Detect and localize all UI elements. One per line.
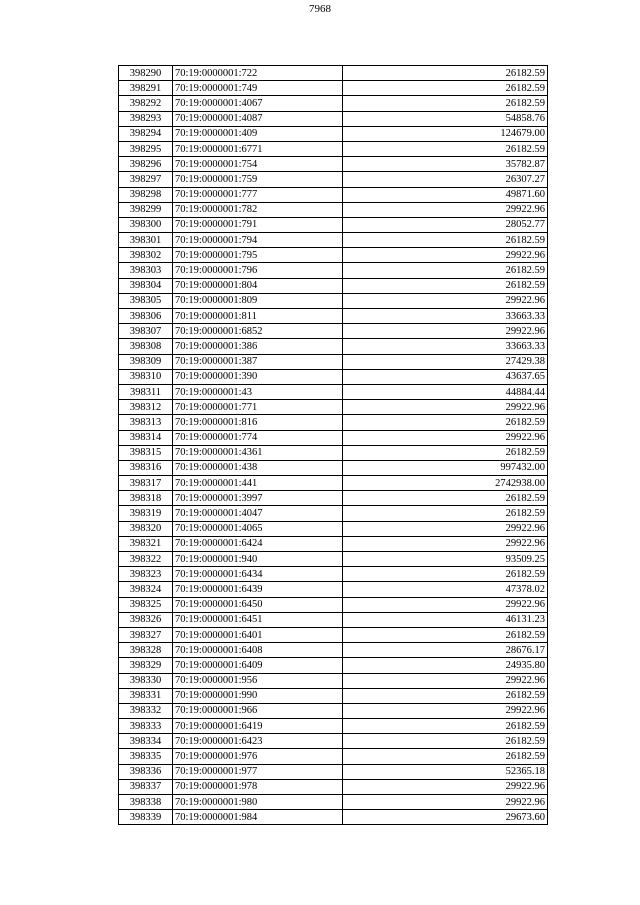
value-cell: 997432.00 (343, 460, 548, 475)
row-number-cell: 398294 (119, 126, 173, 141)
table-row (119, 612, 548, 627)
table-row (119, 703, 548, 718)
table-row (119, 157, 548, 172)
row-number-cell: 398301 (119, 233, 173, 248)
table-row (119, 445, 548, 460)
value-cell: 26182.59 (343, 415, 548, 430)
cadastral-number-cell: 70:19:0000001:43 (173, 384, 343, 399)
table-row (119, 141, 548, 156)
table-row (119, 597, 548, 612)
table-row (119, 415, 548, 430)
value-cell: 26182.59 (343, 749, 548, 764)
row-number-cell: 398306 (119, 309, 173, 324)
cadastral-number-cell: 70:19:0000001:6423 (173, 734, 343, 749)
row-number-cell: 398300 (119, 217, 173, 232)
cadastral-number-cell: 70:19:0000001:390 (173, 369, 343, 384)
table-row (119, 582, 548, 597)
table-row (119, 278, 548, 293)
value-cell: 33663.33 (343, 309, 548, 324)
row-number-cell: 398316 (119, 460, 173, 475)
value-cell: 35782.87 (343, 157, 548, 172)
cadastral-number-cell: 70:19:0000001:976 (173, 749, 343, 764)
table-row (119, 324, 548, 339)
value-cell: 26182.59 (343, 81, 548, 96)
cadastral-number-cell: 70:19:0000001:978 (173, 779, 343, 794)
value-cell: 24935.80 (343, 658, 548, 673)
cadastral-number-cell: 70:19:0000001:438 (173, 460, 343, 475)
row-number-cell: 398335 (119, 749, 173, 764)
value-cell: 52365.18 (343, 764, 548, 779)
row-number-cell: 398310 (119, 369, 173, 384)
table-row (119, 476, 548, 491)
table-row (119, 233, 548, 248)
value-cell: 26182.59 (343, 445, 548, 460)
value-cell: 47378.02 (343, 582, 548, 597)
table-row (119, 764, 548, 779)
table-row (119, 187, 548, 202)
cadastral-number-cell: 70:19:0000001:811 (173, 309, 343, 324)
row-number-cell: 398317 (119, 476, 173, 491)
value-cell: 29922.96 (343, 795, 548, 810)
cadastral-number-cell: 70:19:0000001:771 (173, 400, 343, 415)
value-cell: 26182.59 (343, 627, 548, 642)
cadastral-number-cell: 70:19:0000001:754 (173, 157, 343, 172)
value-cell: 29922.96 (343, 430, 548, 445)
cadastral-number-cell: 70:19:0000001:749 (173, 81, 343, 96)
table-row (119, 172, 548, 187)
cadastral-number-cell: 70:19:0000001:6439 (173, 582, 343, 597)
cadastral-number-cell: 70:19:0000001:940 (173, 552, 343, 567)
cadastral-number-cell: 70:19:0000001:966 (173, 703, 343, 718)
value-cell: 26182.59 (343, 567, 548, 582)
value-cell: 28676.17 (343, 643, 548, 658)
row-number-cell: 398336 (119, 764, 173, 779)
cadastral-number-cell: 70:19:0000001:4065 (173, 521, 343, 536)
value-cell: 26182.59 (343, 719, 548, 734)
value-cell: 29673.60 (343, 810, 548, 825)
cadastral-number-cell: 70:19:0000001:6424 (173, 536, 343, 551)
cadastral-number-cell: 70:19:0000001:441 (173, 476, 343, 491)
row-number-cell: 398291 (119, 81, 173, 96)
table-row (119, 309, 548, 324)
value-cell: 26182.59 (343, 688, 548, 703)
cadastral-number-cell: 70:19:0000001:6409 (173, 658, 343, 673)
value-cell: 29922.96 (343, 597, 548, 612)
cadastral-number-cell: 70:19:0000001:816 (173, 415, 343, 430)
cadastral-number-cell: 70:19:0000001:4087 (173, 111, 343, 126)
cadastral-number-cell: 70:19:0000001:956 (173, 673, 343, 688)
row-number-cell: 398305 (119, 293, 173, 308)
table-row (119, 293, 548, 308)
table-row (119, 66, 548, 81)
value-cell: 29922.96 (343, 293, 548, 308)
cadastral-number-cell: 70:19:0000001:4067 (173, 96, 343, 111)
table-row (119, 491, 548, 506)
table-row (119, 96, 548, 111)
row-number-cell: 398299 (119, 202, 173, 217)
table-row (119, 400, 548, 415)
cadastral-number-cell: 70:19:0000001:4361 (173, 445, 343, 460)
table-row (119, 658, 548, 673)
table-row (119, 810, 548, 825)
value-cell: 29922.96 (343, 324, 548, 339)
cadastral-number-cell: 70:19:0000001:6771 (173, 141, 343, 156)
table-row (119, 460, 548, 475)
row-number-cell: 398293 (119, 111, 173, 126)
table-row (119, 369, 548, 384)
cadastral-number-cell: 70:19:0000001:6434 (173, 567, 343, 582)
row-number-cell: 398318 (119, 491, 173, 506)
value-cell: 26182.59 (343, 491, 548, 506)
value-cell: 26182.59 (343, 96, 548, 111)
row-number-cell: 398326 (119, 612, 173, 627)
table-row (119, 217, 548, 232)
table-row (119, 126, 548, 141)
value-cell: 26307.27 (343, 172, 548, 187)
row-number-cell: 398325 (119, 597, 173, 612)
row-number-cell: 398328 (119, 643, 173, 658)
row-number-cell: 398334 (119, 734, 173, 749)
value-cell: 26182.59 (343, 278, 548, 293)
row-number-cell: 398329 (119, 658, 173, 673)
cadastral-number-cell: 70:19:0000001:4047 (173, 506, 343, 521)
cadastral-number-cell: 70:19:0000001:6852 (173, 324, 343, 339)
cadastral-number-cell: 70:19:0000001:722 (173, 66, 343, 81)
cadastral-number-cell: 70:19:0000001:409 (173, 126, 343, 141)
value-cell: 28052.77 (343, 217, 548, 232)
value-cell: 29922.96 (343, 779, 548, 794)
value-cell: 43637.65 (343, 369, 548, 384)
cadastral-number-cell: 70:19:0000001:990 (173, 688, 343, 703)
value-cell: 93509.25 (343, 552, 548, 567)
row-number-cell: 398319 (119, 506, 173, 521)
value-cell: 46131.23 (343, 612, 548, 627)
page-number: 7968 (309, 3, 331, 15)
value-cell: 26182.59 (343, 263, 548, 278)
row-number-cell: 398315 (119, 445, 173, 460)
cadastral-number-cell: 70:19:0000001:796 (173, 263, 343, 278)
table-row (119, 749, 548, 764)
row-number-cell: 398323 (119, 567, 173, 582)
row-number-cell: 398337 (119, 779, 173, 794)
value-cell: 26182.59 (343, 141, 548, 156)
table-row (119, 795, 548, 810)
row-number-cell: 398303 (119, 263, 173, 278)
row-number-cell: 398292 (119, 96, 173, 111)
table-row (119, 202, 548, 217)
cadastral-value-table (118, 65, 548, 825)
table-body (119, 66, 548, 825)
row-number-cell: 398331 (119, 688, 173, 703)
cadastral-number-cell: 70:19:0000001:6408 (173, 643, 343, 658)
cadastral-number-cell: 70:19:0000001:3997 (173, 491, 343, 506)
value-cell: 29922.96 (343, 536, 548, 551)
row-number-cell: 398302 (119, 248, 173, 263)
table-row (119, 354, 548, 369)
row-number-cell: 398312 (119, 400, 173, 415)
cadastral-number-cell: 70:19:0000001:6451 (173, 612, 343, 627)
row-number-cell: 398339 (119, 810, 173, 825)
value-cell: 29922.96 (343, 673, 548, 688)
table-row (119, 263, 548, 278)
value-cell: 29922.96 (343, 521, 548, 536)
row-number-cell: 398311 (119, 384, 173, 399)
row-number-cell: 398308 (119, 339, 173, 354)
table-row (119, 688, 548, 703)
table-row (119, 627, 548, 642)
cadastral-number-cell: 70:19:0000001:759 (173, 172, 343, 187)
row-number-cell: 398297 (119, 172, 173, 187)
cadastral-number-cell: 70:19:0000001:386 (173, 339, 343, 354)
value-cell: 44884.44 (343, 384, 548, 399)
value-cell: 124679.00 (343, 126, 548, 141)
cadastral-number-cell: 70:19:0000001:809 (173, 293, 343, 308)
row-number-cell: 398332 (119, 703, 173, 718)
cadastral-number-cell: 70:19:0000001:774 (173, 430, 343, 445)
row-number-cell: 398290 (119, 66, 173, 81)
table-row (119, 521, 548, 536)
table-row (119, 430, 548, 445)
row-number-cell: 398298 (119, 187, 173, 202)
table-row (119, 673, 548, 688)
row-number-cell: 398322 (119, 552, 173, 567)
table-row (119, 734, 548, 749)
row-number-cell: 398333 (119, 719, 173, 734)
value-cell: 29922.96 (343, 703, 548, 718)
row-number-cell: 398324 (119, 582, 173, 597)
row-number-cell: 398309 (119, 354, 173, 369)
cadastral-number-cell: 70:19:0000001:791 (173, 217, 343, 232)
table-row (119, 643, 548, 658)
table-row (119, 339, 548, 354)
table-row (119, 248, 548, 263)
cadastral-number-cell: 70:19:0000001:794 (173, 233, 343, 248)
cadastral-number-cell: 70:19:0000001:777 (173, 187, 343, 202)
cadastral-number-cell: 70:19:0000001:980 (173, 795, 343, 810)
value-cell: 2742938.00 (343, 476, 548, 491)
table-row (119, 536, 548, 551)
value-cell: 26182.59 (343, 66, 548, 81)
row-number-cell: 398304 (119, 278, 173, 293)
value-cell: 29922.96 (343, 202, 548, 217)
row-number-cell: 398327 (119, 627, 173, 642)
row-number-cell: 398296 (119, 157, 173, 172)
row-number-cell: 398307 (119, 324, 173, 339)
table-row (119, 719, 548, 734)
cadastral-number-cell: 70:19:0000001:6450 (173, 597, 343, 612)
value-cell: 26182.59 (343, 734, 548, 749)
row-number-cell: 398320 (119, 521, 173, 536)
table-row (119, 567, 548, 582)
table-row (119, 384, 548, 399)
value-cell: 26182.59 (343, 506, 548, 521)
row-number-cell: 398313 (119, 415, 173, 430)
cadastral-number-cell: 70:19:0000001:977 (173, 764, 343, 779)
table-row (119, 81, 548, 96)
value-cell: 27429.38 (343, 354, 548, 369)
value-cell: 33663.33 (343, 339, 548, 354)
row-number-cell: 398338 (119, 795, 173, 810)
value-cell: 29922.96 (343, 248, 548, 263)
table-row (119, 552, 548, 567)
cadastral-number-cell: 70:19:0000001:984 (173, 810, 343, 825)
cadastral-number-cell: 70:19:0000001:804 (173, 278, 343, 293)
table-row (119, 506, 548, 521)
row-number-cell: 398330 (119, 673, 173, 688)
value-cell: 29922.96 (343, 400, 548, 415)
cadastral-number-cell: 70:19:0000001:6401 (173, 627, 343, 642)
row-number-cell: 398321 (119, 536, 173, 551)
value-cell: 54858.76 (343, 111, 548, 126)
row-number-cell: 398314 (119, 430, 173, 445)
cadastral-number-cell: 70:19:0000001:795 (173, 248, 343, 263)
table-row (119, 779, 548, 794)
cadastral-number-cell: 70:19:0000001:387 (173, 354, 343, 369)
row-number-cell: 398295 (119, 141, 173, 156)
table-row (119, 111, 548, 126)
cadastral-number-cell: 70:19:0000001:782 (173, 202, 343, 217)
value-cell: 26182.59 (343, 233, 548, 248)
cadastral-number-cell: 70:19:0000001:6419 (173, 719, 343, 734)
value-cell: 49871.60 (343, 187, 548, 202)
